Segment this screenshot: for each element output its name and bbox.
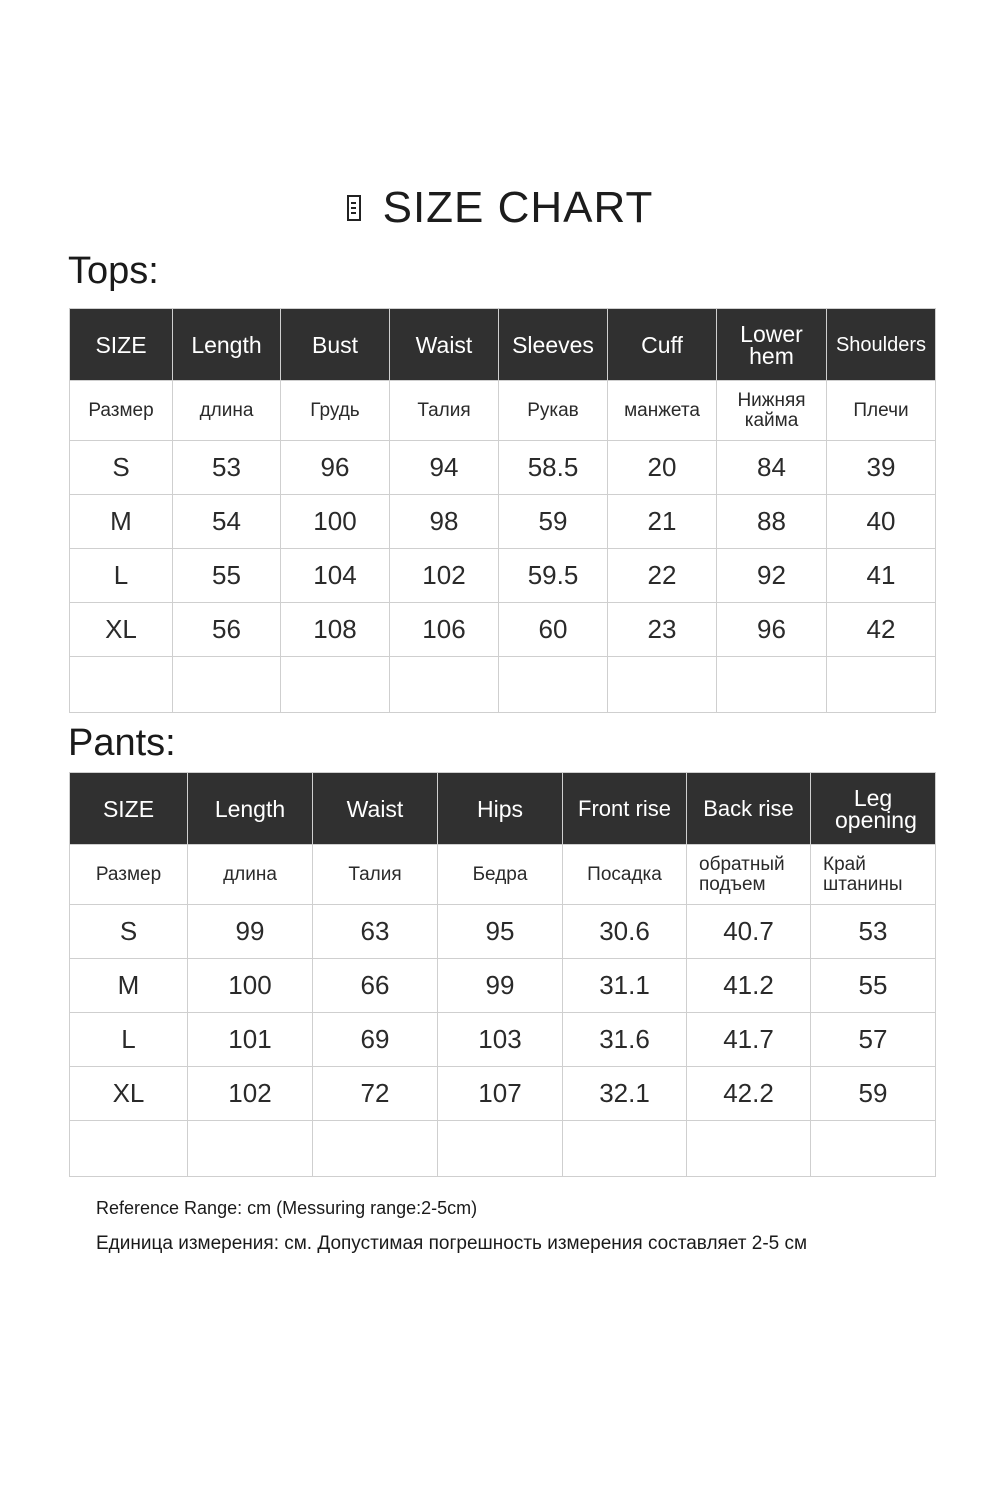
pants-header-cell: Back rise <box>687 773 811 845</box>
empty-cell <box>173 657 281 713</box>
empty-cell <box>563 1121 687 1177</box>
empty-cell <box>188 1121 313 1177</box>
pants-ru-cell: Размер <box>70 845 188 905</box>
pants-russian-header-row <box>70 845 936 905</box>
table-cell: 53 <box>811 905 936 959</box>
table-cell: L <box>70 549 173 603</box>
table-cell: M <box>70 495 173 549</box>
table-cell: 95 <box>438 905 563 959</box>
table-row <box>70 495 936 549</box>
table-cell: 66 <box>313 959 438 1013</box>
table-cell: 104 <box>281 549 390 603</box>
table-cell: 72 <box>313 1067 438 1121</box>
empty-cell <box>717 657 827 713</box>
table-cell: 56 <box>173 603 281 657</box>
tops-ru-cell: Грудь <box>281 381 390 441</box>
table-cell: 103 <box>438 1013 563 1067</box>
pants-ru-cell: обратный подъем <box>687 845 811 905</box>
table-cell: S <box>70 905 188 959</box>
table-row <box>70 603 936 657</box>
table-cell: 99 <box>188 905 313 959</box>
empty-cell <box>438 1121 563 1177</box>
table-cell: 53 <box>173 441 281 495</box>
tops-russian-header-row <box>70 381 936 441</box>
table-cell: 100 <box>281 495 390 549</box>
table-cell: 84 <box>717 441 827 495</box>
table-cell: 57 <box>811 1013 936 1067</box>
table-cell: 59.5 <box>499 549 608 603</box>
table-cell: 106 <box>390 603 499 657</box>
table-cell: 101 <box>188 1013 313 1067</box>
table-cell: 108 <box>281 603 390 657</box>
table-cell: 96 <box>717 603 827 657</box>
table-row <box>70 441 936 495</box>
title-text: SIZE CHART <box>382 183 654 232</box>
reference-range-note: Reference Range: cm (Messuring range:2-5cm) <box>96 1198 478 1218</box>
table-cell: 55 <box>173 549 281 603</box>
tops-header-row <box>70 309 936 381</box>
size-chart-title <box>0 180 1000 236</box>
empty-cell <box>313 1121 438 1177</box>
pants-header-cell: Leg opening <box>811 773 936 845</box>
empty-cell <box>70 657 173 713</box>
table-cell: XL <box>70 1067 188 1121</box>
empty-cell <box>70 1121 188 1177</box>
tops-header-cell: Sleeves <box>499 309 608 381</box>
table-cell: 54 <box>173 495 281 549</box>
table-row <box>70 549 936 603</box>
table-cell: S <box>70 441 173 495</box>
table-cell: 22 <box>608 549 717 603</box>
empty-row <box>70 657 936 713</box>
table-cell: 20 <box>608 441 717 495</box>
table-cell: 102 <box>390 549 499 603</box>
tops-header-cell: Lower hem <box>717 309 827 381</box>
pants-header-cell: SIZE <box>70 773 188 845</box>
table-cell: 41.7 <box>687 1013 811 1067</box>
table-cell: 41 <box>827 549 936 603</box>
table-cell: 41.2 <box>687 959 811 1013</box>
tops-header-cell: Cuff <box>608 309 717 381</box>
table-cell: XL <box>70 603 173 657</box>
tops-header-cell: Length <box>173 309 281 381</box>
table-cell: 88 <box>717 495 827 549</box>
pants-label: Pants: <box>68 722 176 764</box>
pants-header-cell: Length <box>188 773 313 845</box>
pants-size-table <box>69 772 936 1177</box>
empty-cell <box>390 657 499 713</box>
table-cell: M <box>70 959 188 1013</box>
table-cell: 100 <box>188 959 313 1013</box>
tops-ru-cell: Рукав <box>499 381 608 441</box>
pants-ru-cell: Край штанины <box>811 845 936 905</box>
pants-ru-cell: Талия <box>313 845 438 905</box>
empty-cell <box>281 657 390 713</box>
table-cell: 40.7 <box>687 905 811 959</box>
table-cell: 69 <box>313 1013 438 1067</box>
pants-header-cell: Waist <box>313 773 438 845</box>
table-cell: 42.2 <box>687 1067 811 1121</box>
tops-size-table <box>69 308 936 713</box>
tops-header-cell: Shoulders <box>827 309 936 381</box>
empty-cell <box>687 1121 811 1177</box>
table-cell: 59 <box>499 495 608 549</box>
tops-ru-cell: длина <box>173 381 281 441</box>
table-cell: 32.1 <box>563 1067 687 1121</box>
tops-ru-cell: манжета <box>608 381 717 441</box>
table-cell: 99 <box>438 959 563 1013</box>
tops-label: Tops: <box>68 250 159 292</box>
table-cell: 92 <box>717 549 827 603</box>
table-cell: 63 <box>313 905 438 959</box>
empty-cell <box>827 657 936 713</box>
table-cell: 39 <box>827 441 936 495</box>
pants-ru-cell: Бедра <box>438 845 563 905</box>
tops-ru-cell: Размер <box>70 381 173 441</box>
table-cell: L <box>70 1013 188 1067</box>
pants-ru-cell: Посадка <box>563 845 687 905</box>
table-cell: 42 <box>827 603 936 657</box>
pants-ru-cell: длина <box>188 845 313 905</box>
tops-header-cell: Bust <box>281 309 390 381</box>
table-cell: 98 <box>390 495 499 549</box>
table-cell: 59 <box>811 1067 936 1121</box>
table-row <box>70 905 936 959</box>
table-cell: 58.5 <box>499 441 608 495</box>
table-cell: 21 <box>608 495 717 549</box>
table-row <box>70 959 936 1013</box>
table-row <box>70 1013 936 1067</box>
table-row <box>70 1067 936 1121</box>
table-cell: 31.1 <box>563 959 687 1013</box>
ruler-icon <box>347 195 361 221</box>
pants-header-cell: Hips <box>438 773 563 845</box>
tops-header-cell: Waist <box>390 309 499 381</box>
table-cell: 31.6 <box>563 1013 687 1067</box>
empty-cell <box>811 1121 936 1177</box>
tops-ru-cell: Талия <box>390 381 499 441</box>
pants-header-cell: Front rise <box>563 773 687 845</box>
table-cell: 60 <box>499 603 608 657</box>
table-cell: 23 <box>608 603 717 657</box>
empty-cell <box>499 657 608 713</box>
tops-header-cell: SIZE <box>70 309 173 381</box>
measurement-unit-note: Единица измерения: см. Допустимая погрешность измерения составляет 2-5 см <box>96 1233 808 1254</box>
tops-ru-cell: Плечи <box>827 381 936 441</box>
table-cell: 96 <box>281 441 390 495</box>
table-cell: 55 <box>811 959 936 1013</box>
empty-cell <box>608 657 717 713</box>
table-cell: 40 <box>827 495 936 549</box>
pants-header-row <box>70 773 936 845</box>
empty-row <box>70 1121 936 1177</box>
table-cell: 107 <box>438 1067 563 1121</box>
table-cell: 102 <box>188 1067 313 1121</box>
tops-ru-cell: Нижняя кайма <box>717 381 827 441</box>
table-cell: 94 <box>390 441 499 495</box>
table-cell: 30.6 <box>563 905 687 959</box>
